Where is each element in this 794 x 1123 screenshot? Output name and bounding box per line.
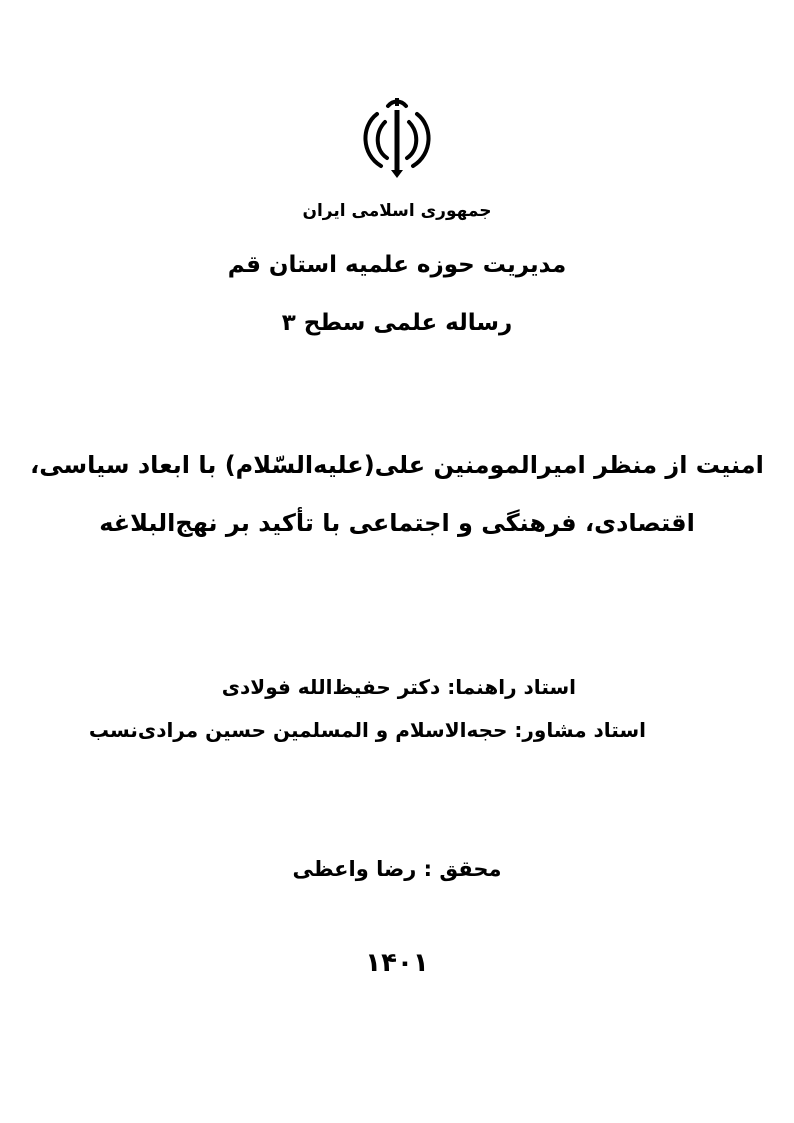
organization-name: مدیریت حوزه علمیه استان قم bbox=[227, 252, 567, 278]
advisor-line: استاد مشاور: حجه‌الاسلام و المسلمین حسین مرادی‌نسب bbox=[88, 718, 646, 742]
year: ۱۴۰۱ bbox=[365, 948, 429, 978]
thesis-level: رساله علمی سطح ۳ bbox=[281, 310, 513, 336]
thesis-title-line-1: امنیت از منظر امیرالمومنین علی(علیه‌السّلام) با ابعاد سیاسی، bbox=[30, 451, 764, 479]
country-name: جمهوری اسلامی ایران bbox=[302, 201, 492, 221]
iran-emblem-icon bbox=[357, 96, 437, 180]
researcher-line: محقق : رضا واعظی bbox=[292, 857, 502, 881]
supervisor-line: استاد راهنما: دکتر حفیظ‌الله فولادی bbox=[221, 675, 576, 699]
thesis-title-line-2: اقتصادی، فرهنگی و اجتماعی با تأکید بر نهج‌البلاغه bbox=[99, 509, 695, 537]
